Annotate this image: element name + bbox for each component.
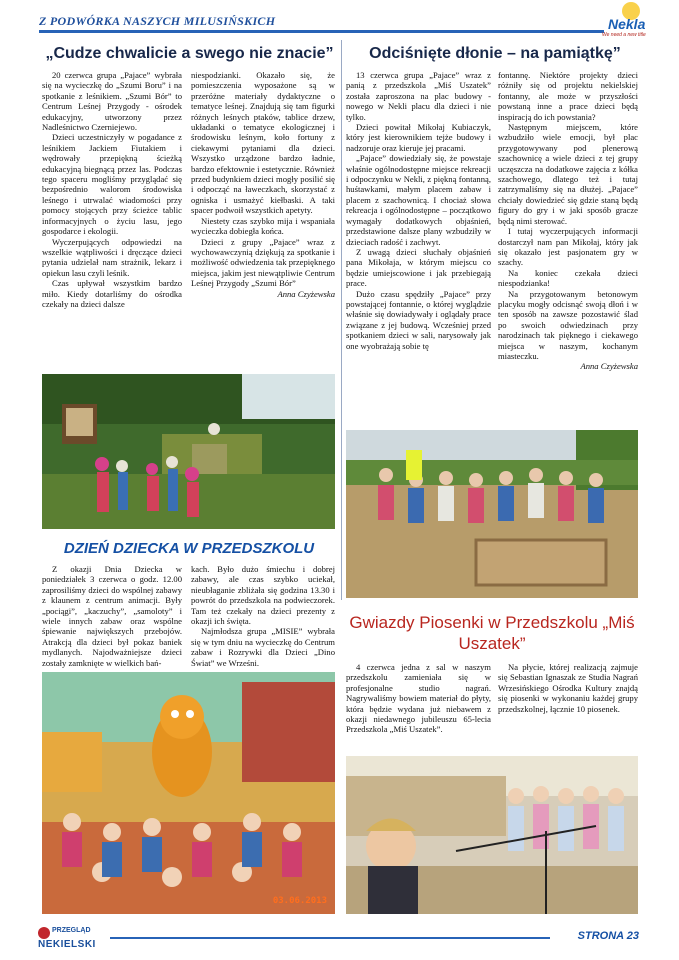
badge-icon [38, 927, 50, 939]
article-gwiazdy-col2 [498, 662, 638, 714]
paragraph: 4 czerwca jedna z sal w naszym przedszkolu zamieniała się w profesjonalne studio nagrań. Nagrywaliśmy bowiem materiał do płyty, która będzie wydana już niebawem z okazji niedawnego jubileuszu 65-lecia Przedszkola „Miś Uszatek”. [346, 662, 491, 735]
footer-logo-line2: NEKIELSKI [38, 939, 96, 950]
article-title-gwiazdy: Gwiazdy Piosenki w Przedszkolu „Miś Uszatek” [349, 613, 635, 653]
article-cudze-col1 [42, 70, 182, 309]
signature: Anna Czyżewska [277, 288, 335, 299]
section-title: Z PODWÓRKA NASZYCH MILUSIŃSKICH [39, 14, 276, 28]
paragraph: Czas upływał wszystkim bardzo miło. Kiedy dotarliśmy do ośrodka czekały na dzieci dalsze [42, 278, 182, 309]
paragraph: Z okazji Dnia Dziecka w poniedziałek 3 czerwca o godz. 12.00 zaprosiliśmy dzieci do wspólnej zabawy z klaunem z centrum animacji. Były „pociągi”, „kaczuchy”, „samoloty” i wiele innych zabaw oraz wspólne śpiewanie największych przebojów. Atrakcją dla dzieci był pokaz baniek mydlanych. Najodważniejsze dzieci zostały zamknięte w wielkich bań- [42, 564, 182, 668]
article-title-cudze: „Cudze chwalicie a swego nie znacie” [45, 45, 334, 62]
logo-text: Nekla [608, 16, 646, 32]
footer-rule [110, 937, 550, 939]
paragraph: Niestety czas szybko mija i wspaniała wycieczka dobiegła końca. [191, 215, 335, 237]
przeglad-nekielski-logo [38, 925, 108, 955]
paragraph: Dużo czasu spędziły „Pajace” przy powstającej fontannie, o której wyglądzie właśnie się dowiadywały i oglądały prace związane z jej budową. Wcześniej przed spotkaniem dzieci w sali, narysowały jak one wyobrażają sobie tę [346, 288, 491, 351]
paragraph: I tutaj wyczerpujących informacji dostarczył nam pan Mikołaj, który jak się okazało jest pasjonatem gry w szachy. [498, 226, 638, 268]
article-cudze-col2 [191, 70, 335, 299]
logo-tagline: We need a new title [602, 32, 646, 38]
paragraph: fontannę. Niektóre projekty dzieci różniły się od projektu nekielskiej fontanny, ale może w przyszłości powstaną inne a prace dzieci będą inspiracją do ich powstania? [498, 70, 638, 122]
paragraph: 20 czerwca grupa „Pajace” wybrała się na wycieczkę do „Szumi Boru” i na spotkanie z leśnikiem. „Szumi Bór” to Centrum Leśnej Przygody - ośrodek edukacyjny, utworzony przez Nadleśnictwo Czerniejewo. [42, 70, 182, 133]
photo-dino-world [42, 672, 335, 914]
paragraph: Na koniec czekała dzieci niespodzianka! [498, 267, 638, 289]
article-odcisniete-col2 [498, 70, 638, 372]
paragraph: Na przygotowanym betonowym placyku mogły odcisnąć swoją dłoń i w ten sposób na zawsze pozostawić ślad po swoich odwiedzinach przy narodzinach tak pięknego i ciekawego miejsca w naszym, kochanym miasteczku. [498, 288, 638, 361]
photo-date-stamp: 03.06.2013 [272, 896, 327, 906]
paragraph: Dzieci z grupy „Pajace” wraz z wychowawczynią dziękują za spotkanie i możliwość odwiedzenia tak przepięknego miejsca, jakim jest niewątpliwie Centrum Leśnej Przygody „Szumi Bór” [191, 236, 335, 289]
article-odcisniete-col1 [346, 70, 491, 351]
signature: Anna Czyżewska [580, 361, 638, 372]
paragraph: Następnym miejscem, które wzbudziło wiele emocji, był plac przygotowywany pod plenerową szachownicę a wiele dzieci z tej grupy uczęszcza na dodatkowe zajęcia z kółka szachowego, dlatego też i tutaj zatrzymaliśmy się na dłużej. „Pajace” chciały dowiedzieć się gdzie staną będą figury do gry i w jaki sposób gracze będą nimi sterować. [498, 122, 638, 226]
photo-forest-walk [42, 374, 335, 529]
column-divider [341, 40, 342, 600]
nekla-logo [600, 6, 660, 38]
article-title-odcisniete: Odciśnięte dłonie – na pamiątkę” [369, 45, 621, 62]
paragraph: „Pajace” dowiedziały się, że powstaje właśnie ogólnodostępne miejsce rekreacji i odpoczynku w Nekli, z piękną fontanną, huśtawkami, małym placem zabaw i placem z szachownicą. I chociaż słowa rekreacja i ogólnodostępne – początkowo wymagały dodatkowych objaśnień, przedstawione dalsze plany wzbudziły w dzieciach radość i zachwyt. [346, 153, 491, 247]
article-dzien-col1 [42, 564, 182, 668]
paragraph: Dzieci uczestniczyły w pogadance z leśnikiem Jackiem Fiutakiem i wędrowały przepiękną ścieżką edukacyjną biegnącą przez las. Podczas tego spaceru mogliśmy przyglądać się bezpośrednio walorom środowiska leśnego i utrwalać wiadomości przy pomocy stojących przy ścieżce tablic informacyjnych o życiu lasu, jego gospodarce i ekologii. [42, 132, 182, 237]
page-number: STRONA 23 [577, 930, 639, 942]
paragraph: Na płycie, której realizacją zajmuje się Sebastian Ignaszak ze Studia Nagrań Wrzesińskiego Ośrodka Kultury znajdą się piosenki w wykonaniu każdej grupy przedszkolnej, łącznie 10 piosenek. [498, 662, 638, 714]
paragraph: Wyczerpujących odpowiedzi na wszelkie wątpliwości i dręczące dzieci pytania udzielał nam strażnik, lekarz i opiekun lasu czyli leśnik. [42, 236, 182, 278]
paragraph: Dzieci powitał Mikołaj Kubiaczyk, który jest kierownikiem tejże budowy i nadzoruje oraz kieruje jej pracami. [346, 122, 491, 153]
article-gwiazdy-col1 [346, 662, 491, 735]
footer-logo-line1: PRZEGLĄD [52, 927, 91, 934]
paragraph: kach. Było dużo śmiechu i dobrej zabawy, ale czas szybko uciekał, nieubłaganie zbliżała się godzina 13.30 i powrót do przedszkola na podwieczorek. Tam też czekały na dzieci prezenty z okazji ich święta. [191, 564, 335, 627]
paragraph: niespodzianki. Okazało się, że pomieszczenia wyposażone są w przeróżne materiały dydaktyczne o tematyce leśnej. Znajdują się tam figurki różnych leśnych ptaków, tablice drzew, układanki o tematyce ekologicznej i środowisku leśnym, koło fortuny z ciekawymi pytaniami dla dzieci. Wszystko urządzone bardzo ładnie, bardzo efektownie i estetycznie. Również przed budynkiem dzieci mogły posilić się i odpocząć na ławeczkach, skorzystać z ogniska i usmażyć kiełbaski. A taki spacer podwoił wszystkich apetyty. [191, 70, 335, 216]
paragraph: 13 czerwca grupa „Pajace” wraz z panią z przedszkola „Miś Uszatek” została zaproszona na plac budowy - nowego w Nekli placu dla dzieci i nie tylko. [346, 70, 491, 122]
header-rule [39, 30, 604, 33]
paragraph: Najmłodsza grupa „MISIE” wybrała się w tym dniu na wycieczkę do Centrum zabaw i Rozrywki dla Dzieci „Dino Świat” we Wrześni. [191, 626, 335, 668]
paragraph: Z uwagą dzieci słuchały objaśnień pana Mikołaja, w którym miejscu co będzie umiejscowione i jak przebiegają prace. [346, 246, 491, 289]
photo-construction-site [346, 430, 638, 598]
article-dzien-col2 [191, 564, 335, 668]
photo-recording-session [346, 756, 638, 914]
article-title-dzien: DZIEŃ DZIECKA W PRZEDSZKOLU [63, 540, 315, 557]
